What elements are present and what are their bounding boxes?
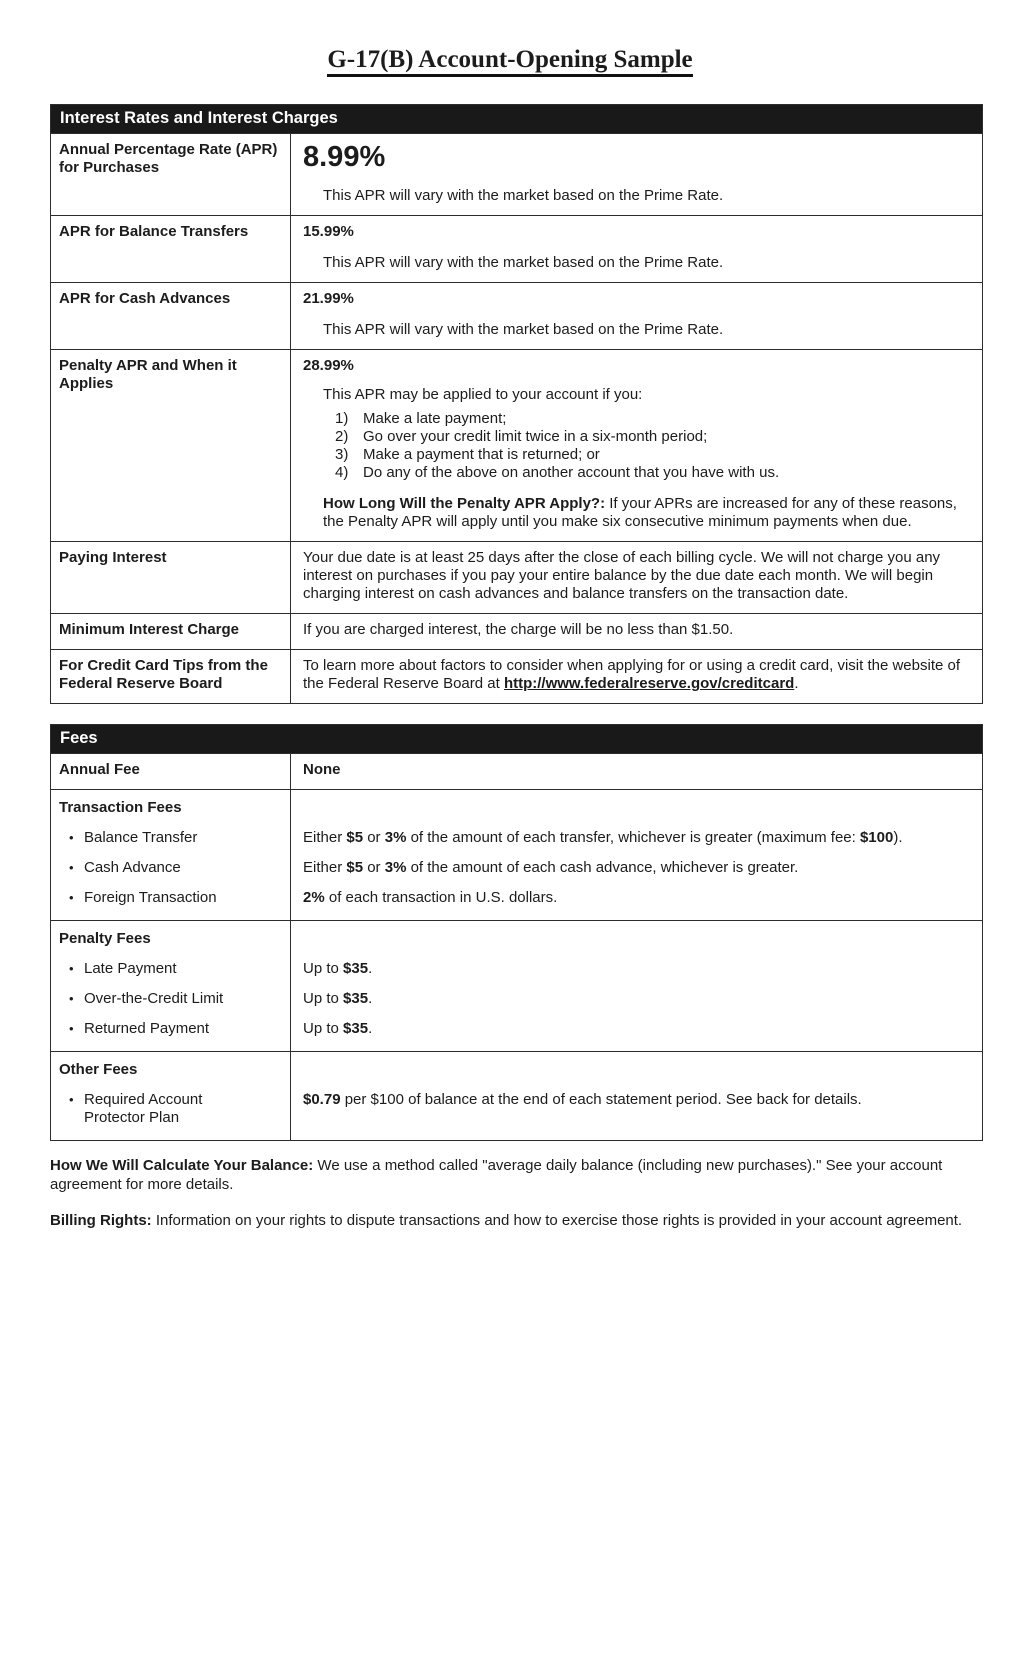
- fee-item-label-cell: [51, 978, 291, 1008]
- fee-item-label: Returned Payment: [84, 1020, 210, 1037]
- row-label: APR for Cash Advances: [51, 283, 291, 349]
- fee-group-transaction-fees: [51, 789, 982, 920]
- fee-group-title-spacer: [291, 790, 982, 817]
- fee-item-value: Either $5 or 3% of the amount of each cash advance, whichever is greater.: [303, 859, 799, 876]
- list-item: [335, 410, 966, 428]
- table-row-credit-card-tips: [51, 649, 982, 703]
- fee-group-title-row: [51, 790, 982, 817]
- apr-vary-note: This APR will vary with the market based on the Prime Rate.: [323, 321, 724, 338]
- fee-item-value: Up to $35.: [303, 990, 373, 1007]
- row-value: [291, 650, 982, 703]
- page-title: G-17(B) Account-Opening Sample: [327, 46, 692, 77]
- fee-item-label: Required Account Protector Plan: [84, 1091, 203, 1126]
- row-value: Your due date is at least 25 days after the close of each billing cycle. We will not charge you any interest on purchases if you pay your entire balance by the due date each month. We will begin charging interest on cash advances and balance transfers on the transaction date.: [303, 549, 941, 602]
- row-label: Minimum Interest Charge: [51, 614, 291, 649]
- list-item-text: Make a late payment;: [363, 410, 507, 427]
- row-label: Paying Interest: [51, 542, 291, 613]
- fee-item-value: Up to $35.: [303, 1020, 373, 1037]
- bullet-icon: •: [69, 991, 74, 1006]
- fee-group-title-spacer: [291, 1052, 982, 1079]
- fee-item-account-protector-plan: [51, 1079, 982, 1140]
- fee-item-value: Either $5 or 3% of the amount of each transfer, whichever is greater (maximum fee: $100).: [303, 829, 903, 846]
- fee-item-label-cell: [51, 817, 291, 847]
- list-item-text: Make a payment that is returned; or: [363, 446, 600, 463]
- federalreserve-link[interactable]: http://www.federalreserve.gov/creditcard: [503, 675, 795, 692]
- fee-item-value: 2% of each transaction in U.S. dollars.: [303, 889, 558, 906]
- table-row-annual-fee: [51, 753, 982, 789]
- fee-item-cash-advance: [51, 847, 982, 877]
- row-value: [291, 134, 982, 215]
- list-item-number: 4): [335, 464, 349, 481]
- bullet-icon: •: [69, 1021, 74, 1036]
- fee-group-other-fees: [51, 1051, 982, 1140]
- bullet-icon: •: [69, 1092, 74, 1107]
- bullet-icon: •: [69, 860, 74, 875]
- fee-group-title-row: [51, 1052, 982, 1079]
- fee-item-label-cell: [51, 948, 291, 978]
- row-label: For Credit Card Tips from the Federal Reserve Board: [51, 650, 291, 703]
- list-item-number: 1): [335, 410, 349, 427]
- row-value: [291, 216, 982, 282]
- list-item-text: Do any of the above on another account that you have with us.: [363, 464, 780, 481]
- fee-group-title: Other Fees: [51, 1052, 291, 1079]
- list-item-text: Go over your credit limit twice in a six-month period;: [363, 428, 708, 445]
- bullet-icon: •: [69, 961, 74, 976]
- penalty-intro: This APR may be applied to your account if you:: [323, 386, 643, 403]
- fee-item-value: $0.79 per $100 of balance at the end of each statement period. See back for details.: [303, 1091, 862, 1108]
- row-label: Annual Fee: [51, 754, 291, 789]
- fees-table-header: Fees: [51, 725, 982, 753]
- row-label: Penalty APR and When it Applies: [51, 350, 291, 541]
- penalty-conditions-list: [335, 410, 966, 482]
- apr-purchases-rate: 8.99%: [303, 141, 386, 173]
- fees-table: [50, 724, 983, 1141]
- list-item: [335, 464, 966, 482]
- table-row-apr-cash-advances: [51, 282, 982, 349]
- fee-group-penalty-fees: [51, 920, 982, 1051]
- fee-item-balance-transfer: [51, 817, 982, 847]
- fee-item-label: Cash Advance: [84, 859, 181, 876]
- fee-item-over-credit-limit: [51, 978, 982, 1008]
- table-row-apr-purchases: [51, 133, 982, 215]
- penalty-apr-rate: 28.99%: [303, 357, 354, 374]
- balance-calculation-paragraph: How We Will Calculate Your Balance: We use a method called "average daily balance (including new purchases)." See your account agreement for more details.: [50, 1157, 943, 1193]
- table-row-paying-interest: [51, 541, 982, 613]
- fee-item-foreign-transaction: [51, 877, 982, 920]
- interest-rates-table: [50, 104, 983, 704]
- annual-fee-value: None: [303, 761, 341, 778]
- apr-vary-note: This APR will vary with the market based on the Prime Rate.: [323, 254, 724, 271]
- row-value: [291, 283, 982, 349]
- row-label: Annual Percentage Rate (APR) for Purchases: [51, 134, 291, 215]
- fee-item-label: Balance Transfer: [84, 829, 198, 846]
- row-value: If you are charged interest, the charge will be no less than $1.50.: [303, 621, 734, 638]
- fee-item-value: Up to $35.: [303, 960, 373, 977]
- list-item-number: 3): [335, 446, 349, 463]
- fee-item-label-cell: [51, 877, 291, 920]
- row-label: APR for Balance Transfers: [51, 216, 291, 282]
- list-item: [335, 428, 966, 446]
- billing-rights-paragraph: Billing Rights: Information on your rights to dispute transactions and how to exercise those rights is provided in your account agreement.: [50, 1212, 963, 1229]
- fee-group-title-row: [51, 921, 982, 948]
- footer-notes: [50, 1156, 983, 1230]
- bullet-icon: •: [69, 890, 74, 905]
- table-row-apr-balance-transfers: [51, 215, 982, 282]
- document-title-wrap: [0, 0, 1020, 74]
- fee-item-label-cell: [51, 1008, 291, 1051]
- list-item-number: 2): [335, 428, 349, 445]
- fee-item-returned-payment: [51, 1008, 982, 1051]
- row-value: [291, 350, 982, 541]
- bullet-icon: •: [69, 830, 74, 845]
- apr-cash-rate: 21.99%: [303, 290, 354, 307]
- tips-text: To learn more about factors to consider when applying for or using a credit card, visit the website of the Federal Reserve Board at: [303, 657, 961, 692]
- fee-item-label: Foreign Transaction: [84, 889, 217, 906]
- fee-group-title: Transaction Fees: [51, 790, 291, 817]
- fee-group-title-spacer: [291, 921, 982, 948]
- interest-table-header: Interest Rates and Interest Charges: [51, 105, 982, 133]
- fee-item-late-payment: [51, 948, 982, 978]
- fee-item-label-cell: [51, 1079, 291, 1140]
- penalty-how-long-paragraph: How Long Will the Penalty APR Apply?: If your APRs are increased for any of these reasons, the Penalty APR will apply until you make six consecutive minimum payments when due.: [323, 495, 957, 530]
- apr-balance-rate: 15.99%: [303, 223, 354, 240]
- table-row-penalty-apr: [51, 349, 982, 541]
- table-row-minimum-interest-charge: [51, 613, 982, 649]
- fee-item-label: Late Payment: [84, 960, 177, 977]
- fee-item-label-cell: [51, 847, 291, 877]
- fee-item-label: Over-the-Credit Limit: [84, 990, 224, 1007]
- apr-vary-note: This APR will vary with the market based on the Prime Rate.: [323, 187, 724, 204]
- list-item: [335, 446, 966, 464]
- fee-group-title: Penalty Fees: [51, 921, 291, 948]
- tips-text-after: .: [794, 675, 799, 692]
